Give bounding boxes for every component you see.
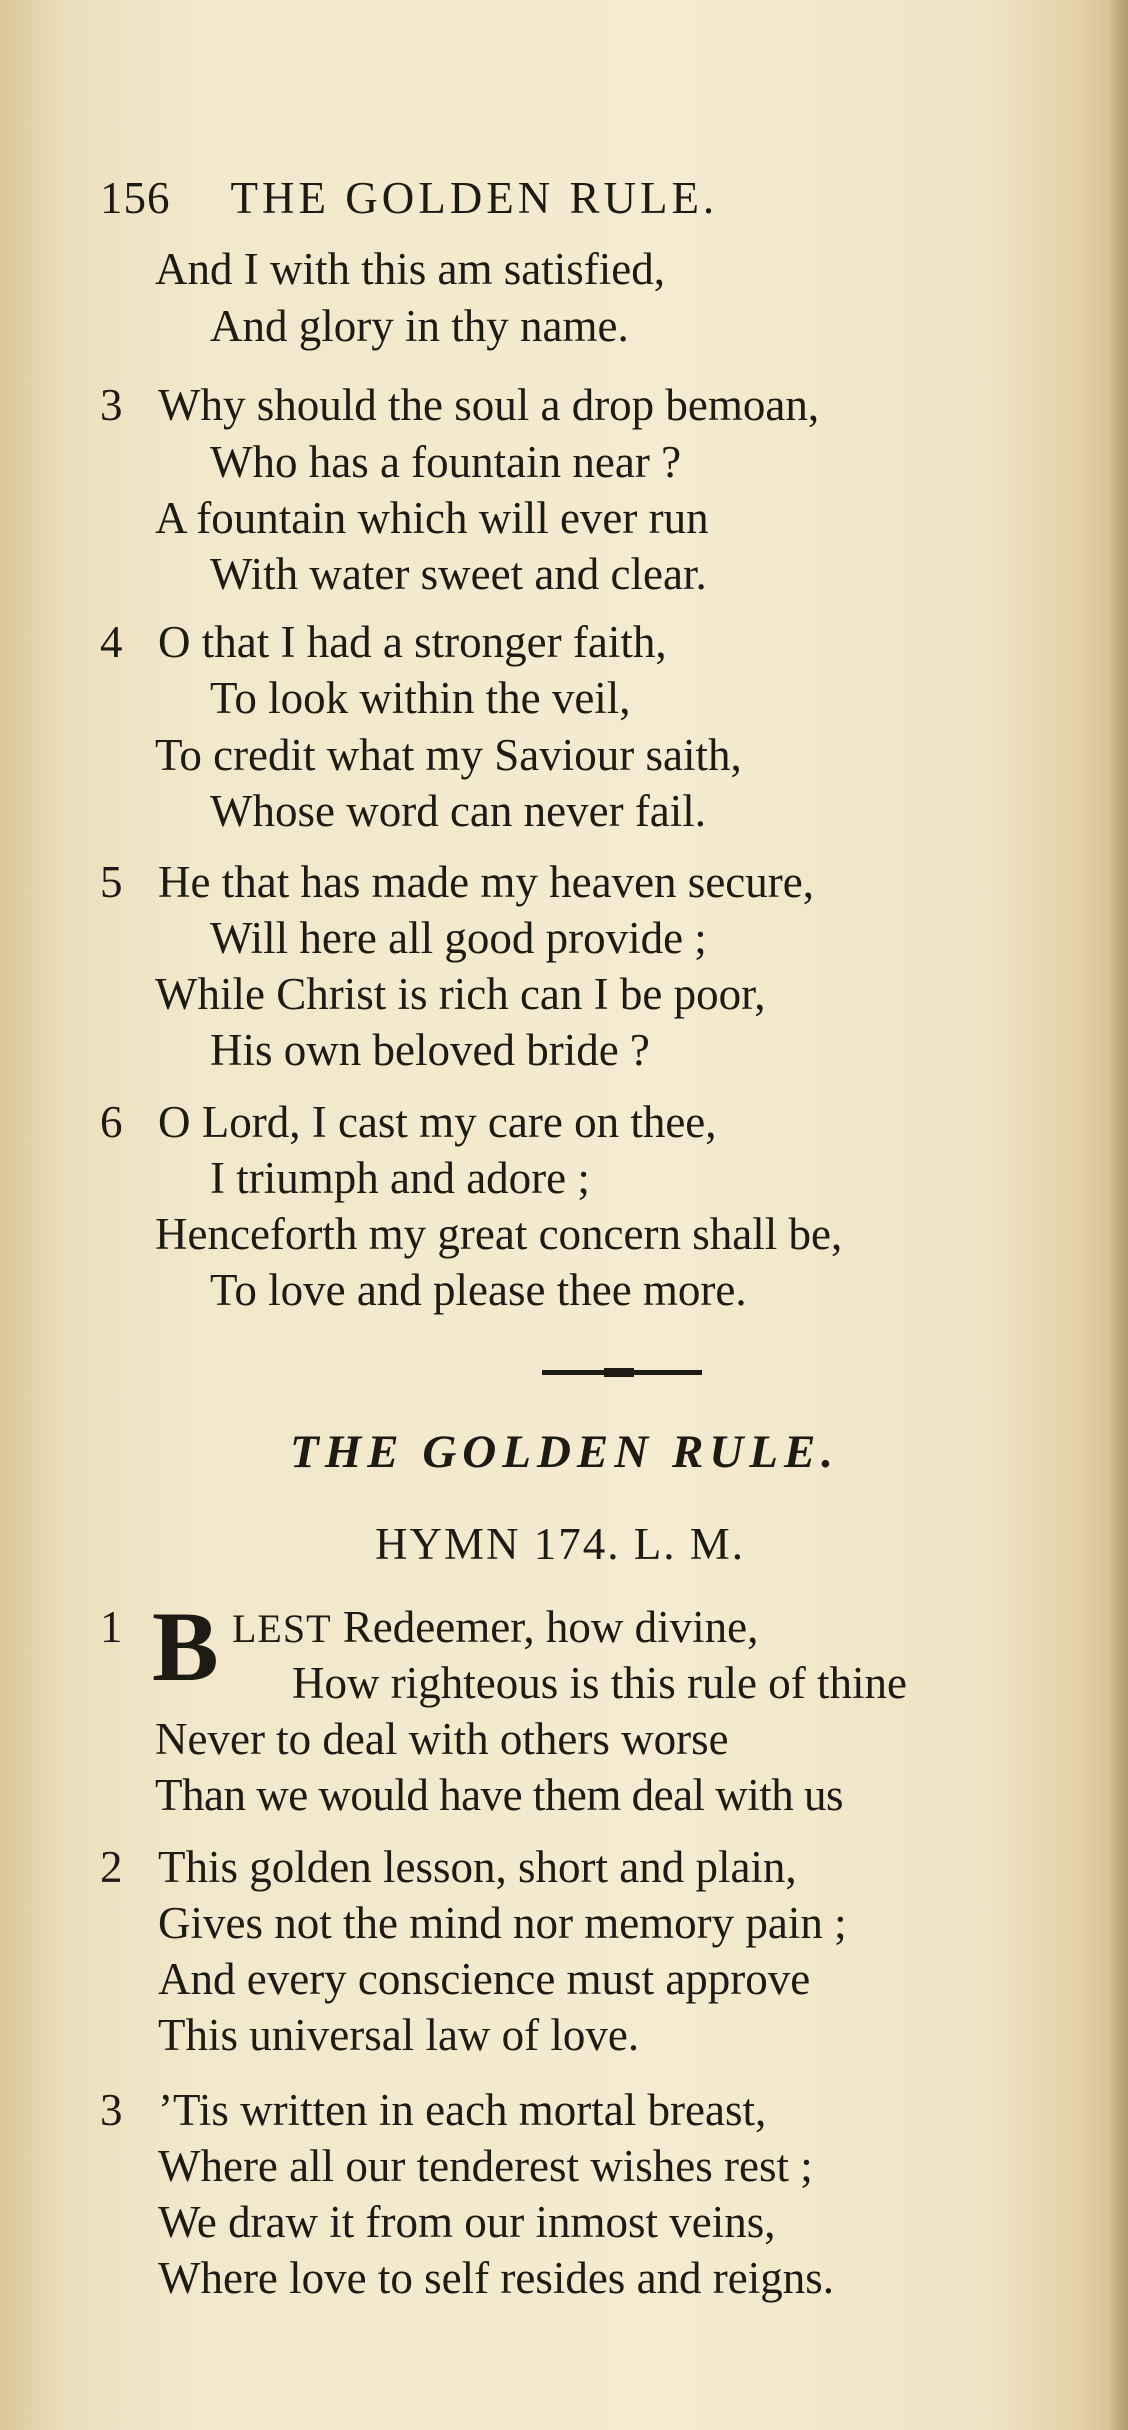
verse-line: Who has a fountain near ?	[210, 437, 682, 487]
page-edge-shadow	[1108, 0, 1128, 2430]
verse-line: To love and please thee more.	[210, 1265, 747, 1315]
verse-line: O that I had a stronger faith,	[158, 617, 667, 667]
verse-line: This golden lesson, short and plain,	[158, 1842, 797, 1892]
verse-line: Why should the soul a drop bemoan,	[158, 380, 820, 430]
verse-line: Henceforth my great concern shall be,	[155, 1209, 843, 1259]
first-word-rest: LEST	[232, 1606, 332, 1651]
verse-line: How righteous is this rule of thine	[292, 1658, 907, 1708]
stanza-number: 4	[100, 617, 123, 667]
running-header	[100, 172, 718, 224]
verse-line: This universal law of love.	[158, 2010, 640, 2060]
verse-line: His own beloved bride ?	[210, 1025, 650, 1075]
hymn-heading: HYMN 174. L. M.	[375, 1519, 746, 1569]
running-title: THE GOLDEN RULE.	[230, 173, 719, 223]
section-title: THE GOLDEN RULE.	[290, 1426, 840, 1478]
stanza-number: 6	[100, 1097, 123, 1147]
verse-line: Gives not the mind nor memory pain ;	[158, 1898, 847, 1948]
verse-line: Where love to self resides and reigns.	[158, 2253, 835, 2303]
stanza-number: 5	[100, 857, 123, 907]
verse-line: ’Tis written in each mortal breast,	[158, 2085, 767, 2135]
verse-line: Than we would have them deal with us	[155, 1770, 844, 1820]
verse-line-first	[232, 1602, 759, 1652]
verse-line: I triumph and adore ;	[210, 1153, 590, 1203]
verse-line: With water sweet and clear.	[210, 549, 707, 599]
verse-line: And I with this am satisfied,	[155, 244, 665, 294]
verse-line: Never to deal with others worse	[155, 1714, 729, 1764]
verse-line: And glory in thy name.	[210, 301, 629, 351]
stanza-number: 3	[100, 380, 123, 430]
verse-line: Whose word can never fail.	[210, 786, 707, 836]
verse-line: Where all our tenderest wishes rest ;	[158, 2141, 813, 2191]
verse-line: He that has made my heaven secure,	[158, 857, 814, 907]
stanza-number: 1	[100, 1602, 123, 1652]
verse-line: A fountain which will ever run	[155, 493, 709, 543]
section-divider	[542, 1370, 702, 1375]
verse-line-text: Redeemer, how divine,	[342, 1602, 759, 1652]
verse-line: O Lord, I cast my care on thee,	[158, 1097, 717, 1147]
page-number: 156	[100, 173, 171, 223]
verse-line: Will here all good provide ;	[210, 913, 707, 963]
drop-cap: B	[152, 1591, 219, 1702]
stanza-number: 2	[100, 1842, 123, 1892]
verse-line: We draw it from our inmost veins,	[158, 2197, 776, 2247]
verse-line: To look within the veil,	[210, 673, 631, 723]
verse-line: To credit what my Saviour saith,	[155, 730, 742, 780]
stanza-number: 3	[100, 2085, 123, 2135]
verse-line: And every conscience must approve	[158, 1954, 811, 2004]
verse-line: While Christ is rich can I be poor,	[155, 969, 766, 1019]
